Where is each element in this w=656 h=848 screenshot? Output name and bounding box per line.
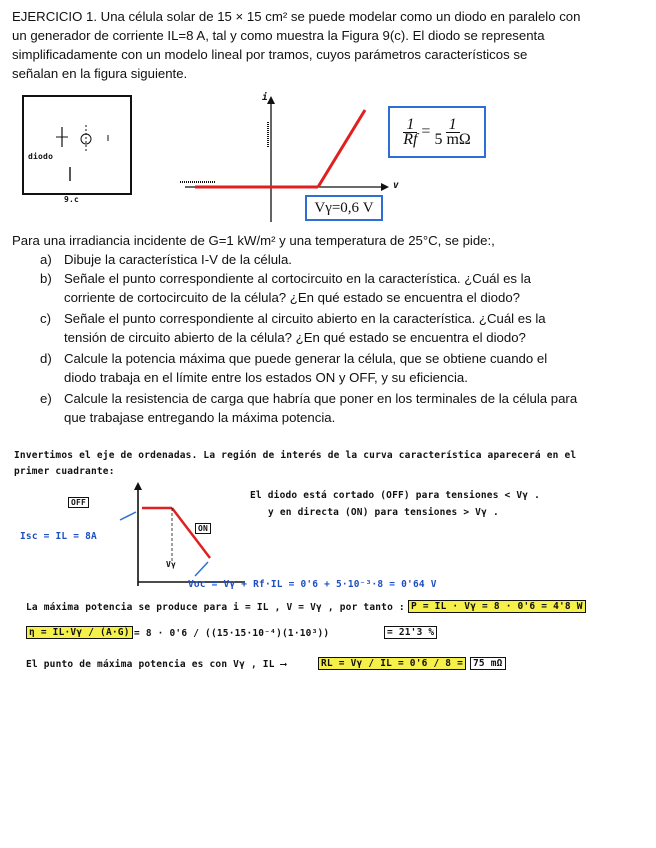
statement-line-2: un generador de corriente IL=8 A, tal y como muestra la Figura 9(c). El diodo se representa <box>12 28 545 43</box>
isc-label: Isc = IL = 8A <box>20 531 97 542</box>
item-b-mark: b) <box>40 271 52 286</box>
efficiency-result: = 21'3 % <box>384 626 437 639</box>
efficiency-lhs: η = IL·Vγ / (A·G) <box>26 626 133 639</box>
on-segment <box>318 110 365 187</box>
vy-box: Vγ=0,6 V <box>305 195 383 221</box>
voc-arrow <box>195 562 208 576</box>
isc-arrow <box>120 512 136 520</box>
solution-intro-1: Invertimos el eje de ordenadas. La región de interés de la curva característica aparecerá en el <box>14 450 577 461</box>
item-a-mark: a) <box>40 252 52 267</box>
item-c-line-2: tensión de circuito abierto de la célula? ¿En qué estado se encuentra el diodo? <box>64 330 526 345</box>
item-c-mark: c) <box>40 311 51 326</box>
item-b-line-1: Señale el punto correspondiente al cortocircuito en la característica. ¿Cuál es la <box>64 271 531 286</box>
diode-label: diodo <box>28 152 54 161</box>
item-c-line-1: Señale el punto correspondiente al circuito abierto en la característica. ¿Cuál es la <box>64 311 546 326</box>
note-on: y en directa (ON) para tensiones > Vγ . <box>268 507 499 518</box>
prompt: Para una irradiancia incidente de G=1 kW/m² y una temperatura de 25°C, se pide:, <box>12 233 495 248</box>
i-axis-arrow-icon <box>267 96 275 104</box>
item-e-line-1: Calcule la resistencia de carga que habría que poner en los terminales de la célula para <box>64 391 578 406</box>
pmax-line: La máxima potencia se produce para i = IL , V = Vγ , por tanto : <box>26 602 405 613</box>
i-axis-label: i <box>262 92 268 103</box>
item-d-mark: d) <box>40 351 52 366</box>
solution-i-arrow-icon <box>134 482 142 490</box>
rf-formula-box: $\frac{1}{Rf}$ = $\frac{1}{5 m\Omega}$ <box>388 106 486 158</box>
item-b-line-2: corriente de cortocircuito de la célula? ¿En qué estado se encuentra el diodo? <box>64 290 520 305</box>
item-a-line-1: Dibuje la característica I-V de la célula. <box>64 252 292 267</box>
off-label: OFF <box>68 497 89 508</box>
note-off: El diodo está cortado (OFF) para tensiones < Vγ . <box>250 490 541 501</box>
circuit-caption: 9.c <box>64 195 80 204</box>
item-d-line-1: Calcule la potencia máxima que puede generar la célula, que se obtiene cuando el <box>64 351 548 366</box>
statement-line-1: EJERCICIO 1. Una célula solar de 15 × 15 cm² se puede modelar como un diodo en paralelo con <box>12 9 581 24</box>
statement-line-4: señalan en la figura siguiente. <box>12 66 188 81</box>
item-e-line-2: que trabajase entregando la máxima potencia. <box>64 410 336 425</box>
v-axis-arrow-icon <box>381 183 389 191</box>
rl-result: 75 mΩ <box>470 657 506 670</box>
circuit-figure <box>22 95 132 195</box>
circuit-schematic <box>24 97 130 193</box>
item-d-line-2: diodo trabaja en el límite entre los estados ON y OFF, y su eficiencia. <box>64 370 468 385</box>
on-label: ON <box>195 523 211 534</box>
item-e-mark: e) <box>40 391 52 406</box>
rl-line: El punto de máxima potencia es con Vγ , IL ⟶ <box>26 659 287 670</box>
vy-label: Vγ <box>166 560 177 569</box>
voc-label: Voc = Vγ + Rf·IL = 0'6 + 5·10⁻³·8 = 0'64 V <box>188 579 437 590</box>
statement-line-3: simplificadamente con un modelo lineal por tramos, cuyos parámetros característicos se <box>12 47 528 62</box>
rl-box: RL = Vγ / IL = 0'6 / 8 = <box>318 657 466 670</box>
efficiency-mid: = 8 · 0'6 / ((15·15·10⁻⁴)(1·10³)) <box>134 628 330 639</box>
v-axis-label: v <box>393 180 399 191</box>
pmax-box: P = IL · Vγ = 8 · 0'6 = 4'8 W <box>408 600 586 613</box>
solution-intro-2: primer cuadrante: <box>14 466 115 477</box>
